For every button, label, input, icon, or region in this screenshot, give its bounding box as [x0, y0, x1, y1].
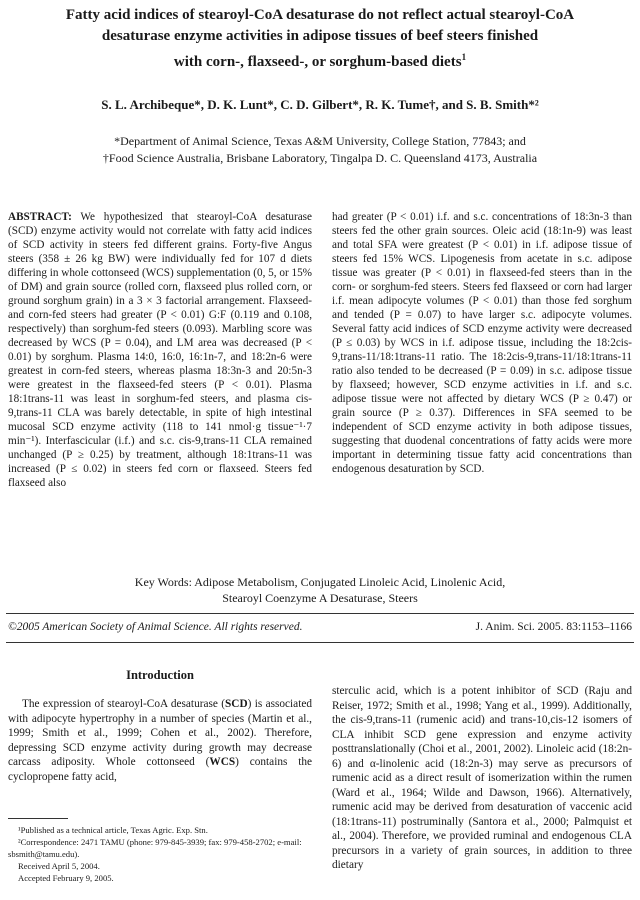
scd-abbrev: SCD — [225, 698, 248, 710]
title-line-3-text: with corn-, flaxseed-, or sorghum-based diets — [173, 54, 462, 70]
title-footnote-mark: 1 — [461, 52, 467, 62]
title-line-1: Fatty acid indices of stearoyl-CoA desaturase do not reflect actual stearoyl-CoA — [65, 7, 575, 23]
journal-citation: J. Anim. Sci. 2005. 83:1153–1166 — [475, 621, 632, 633]
copyright-notice: ©2005 American Society of Animal Science. All rights reserved. — [8, 621, 303, 633]
divider-bottom — [6, 642, 634, 643]
introduction-paragraph-2: sterculic acid, which is a potent inhibitor of SCD (Raju and Reiser, 1972; Smith et al., 1998; Yang et al., 1999). Additionally, the cis-9,trans-11 (rumenic acid) and trans-10,cis-12 isomers of CLA inhibit SCD gene expression and enzyme activity posttranslationally (Choi et al., 2001, 2002). Linoleic acid (18:2n-6) and α-linolenic acid (18:2n-3) may serve as precursors of rumenic acid as a direct result of isomerization within the rumen (Ward et al., 1964; Wilde and Dawson, 1966). Alternatively, rumenic acid may be derived from desaturation of vaccenic acid (18:1trans-11) postruminally (Santora et al., 2000; Palmquist et al., 2004). Therefore, we provided ruminal and endogenous CLA precursors in a variety of grain sources, in addition to three dietary — [332, 685, 632, 871]
author-list: S. L. Archibeque*, D. K. Lunt*, C. D. Gilbert*, R. K. Tume†, and S. B. Smith*² — [101, 97, 539, 112]
accepted-date: Accepted February 9, 2005. — [18, 873, 114, 883]
wcs-abbrev: WCS — [209, 756, 236, 768]
title-line-3 — [14, 47, 626, 73]
footnote-2: ²Correspondence: 2471 TAMU (phone: 979-845-3939; fax: 979-458-2702; e-mail: sbsmith@tamu.edu). — [8, 837, 302, 859]
footnote-1: ¹Published as a technical article, Texas Agric. Exp. Stn. — [18, 825, 208, 835]
article-title — [14, 5, 626, 73]
footnotes — [8, 824, 312, 884]
abstract-left-text — [8, 210, 312, 490]
intro-text-1: The expression of stearoyl-CoA desaturase ( — [22, 698, 225, 710]
introduction-paragraph-1 — [8, 697, 312, 784]
abstract-left-body: We hypothesized that stearoyl-CoA desaturase (SCD) enzyme activity would not correlate with fatty acid indices of SCD activity in steers fed different grains. Forty-five Angus steers (358 ± 26 kg BW) were individually fed for 107 d diets differing in whole cottonseed (WCS) supplementation (0, 5, or 15% of DM) and grain source (rolled corn, flaxseed plus rolled corn, or ground sorghum grain) in a 3 × 3 factorial arrangement. Flaxseed- and corn-fed steers had greater (P < 0.01) G:F (0.119 and 0.108, respectively) than sorghum-fed steers (0.093). Marbling score was decreased by WCS (P = 0.04), and LM area was decreased (P < 0.01) by sorghum. Plasma 14:0, 16:0, 16:1n-7, and 18:2n-6 were greatest in corn-fed steers, whereas plasma 18:3n-3 and 20:5n-3 were greatest in the flaxseed-fed steers (P < 0.01). Plasma 18:1trans-11 was least in sorghum-fed steers, and plasma cis-9,trans-11 CLA was barely detectable, in spite of high intestinal mucosal SCD enzyme activity (118 to 141 nmol·g tissue⁻¹·7 min⁻¹). Interfascicular (i.f.) and s.c. cis-9,trans-11 CLA remained unchanged (P ≥ 0.25) by treatment, although 18:1trans-11 was increased (P ≤ 0.02) in steers fed corn or flaxseed. Steers fed flaxseed also — [8, 211, 312, 489]
introduction-left-column — [8, 697, 312, 784]
title-line-2: desaturase enzyme activities in adipose tissues of beef steers finished — [101, 28, 539, 44]
introduction-heading: Introduction — [126, 668, 194, 682]
abstract-label: ABSTRACT: — [8, 211, 72, 223]
affiliations — [10, 133, 630, 167]
keywords-line-2: Stearoyl Coenzyme A Desaturase, Steers — [222, 591, 418, 605]
affiliation-line-2: †Food Science Australia, Brisbane Laboratory, Tingalpa D. C. Queensland 4173, Australia — [102, 151, 538, 165]
divider-top — [6, 613, 634, 614]
abstract-right-column — [332, 210, 632, 476]
intro-text-3: ) contains the cyclopropene fatty acid, — [8, 756, 312, 783]
intro-text-2: ) is associated with adipocyte hypertrophy in a number of species (Martin et al., 1999; Smith et al., 1999; Cohen et al., 2002). Therefore, depressing SCD enzyme activity during growth may decrease carcass adiposity. Whole cottonseed ( — [8, 698, 312, 768]
footnote-divider — [8, 818, 68, 819]
abstract-right-text: had greater (P < 0.01) i.f. and s.c. concentrations of 18:3n-3 than steers fed the other grain sources. Oleic acid (18:1n-9) was least and total SFA were greatest (P < 0.01) in i.f. adipose tissue of steers fed 15% WCS. Lipogenesis from acetate in s.c. adipose tissue was greater (P < 0.01) in flaxseed-fed steers than in the corn- or sorghum-fed steers. Steers fed flaxseed or corn had larger i.f. mean adipocyte volumes (P < 0.01) than those fed sorghum and tended (P = 0.07) to have larger s.c. adipocyte volumes. Several fatty acid indices of SCD enzyme activity were decreased (P ≤ 0.03) by WCS in i.f. adipose tissue, including the 18:2cis-9,trans-11/18:1trans-11 ratio. The 18:2cis-9,trans-11/18:1trans-11 ratio also tended to be decreased (P = 0.09) in s.c. adipose tissue by flaxseed; however, SCD enzyme activities in i.f. and s.c. adipose tissue were not affected by dietary WCS (P ≥ 0.47) or grain source (P ≥ 0.37). Differences in SFA seemed to be independent of SCD enzyme activity in both adipose tissues, suggesting that duodenal concentrations of fatty acids were more important in determining tissue fatty acid concentrations than endogenous desaturation by SCD. — [332, 211, 632, 475]
introduction-right-column — [332, 684, 632, 873]
abstract-left-column — [8, 210, 312, 490]
received-date: Received April 5, 2004. — [18, 861, 100, 871]
affiliation-line-1: *Department of Animal Science, Texas A&M University, College Station, 77843; and — [114, 134, 526, 148]
keywords-line-1: Key Words: Adipose Metabolism, Conjugated Linoleic Acid, Linolenic Acid, — [134, 575, 506, 589]
keywords — [10, 574, 630, 606]
